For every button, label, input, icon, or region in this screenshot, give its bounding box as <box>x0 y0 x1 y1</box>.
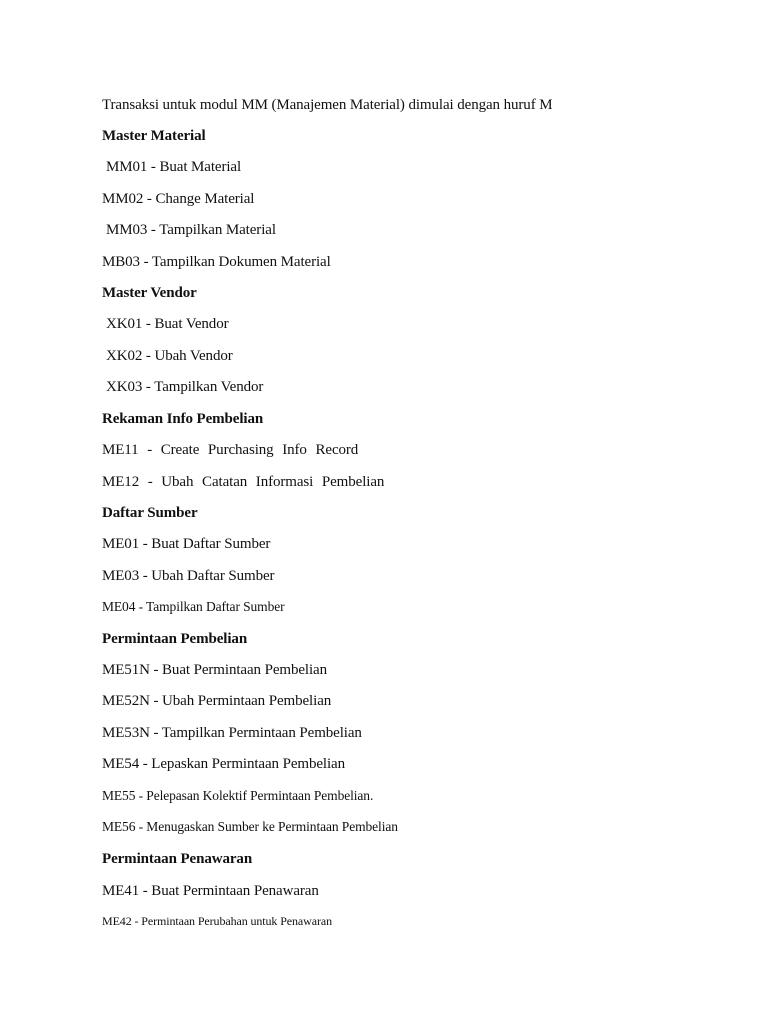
list-item: ME03 - Ubah Daftar Sumber <box>102 568 275 584</box>
list-item: ME56 - Menugaskan Sumber ke Permintaan Pembelian <box>102 819 398 834</box>
list-item: ME52N - Ubah Permintaan Pembelian <box>102 693 332 709</box>
list-item: XK02 - Ubah Vendor <box>106 348 233 364</box>
intro-text: Transaksi untuk modul MM (Manajemen Material) dimulai dengan huruf M <box>102 97 553 113</box>
section-heading-master-vendor: Master Vendor <box>102 285 197 301</box>
list-item: XK01 - Buat Vendor <box>106 316 229 332</box>
list-item: ME54 - Lepaskan Permintaan Pembelian <box>102 756 345 772</box>
list-item: ME04 - Tampilkan Daftar Sumber <box>102 599 285 614</box>
list-item: XK03 - Tampilkan Vendor <box>106 379 264 395</box>
list-item: ME11 - Create Purchasing Info Record <box>102 442 359 458</box>
list-item: ME01 - Buat Daftar Sumber <box>102 536 271 552</box>
list-item: ME12 - Ubah Catatan Informasi Pembelian <box>102 474 385 490</box>
list-item: MM03 - Tampilkan Material <box>106 222 276 238</box>
section-heading-rekaman-info-pembelian: Rekaman Info Pembelian <box>102 411 264 427</box>
list-item: ME53N - Tampilkan Permintaan Pembelian <box>102 725 362 741</box>
section-heading-permintaan-penawaran: Permintaan Penawaran <box>102 851 253 867</box>
list-item: MB03 - Tampilkan Dokumen Material <box>102 254 331 270</box>
list-item: MM01 - Buat Material <box>106 159 242 175</box>
list-item: ME42 - Permintaan Perubahan untuk Penawaran <box>102 914 332 928</box>
list-item: MM02 - Change Material <box>102 191 255 207</box>
section-heading-master-material: Master Material <box>102 128 206 144</box>
list-item: ME41 - Buat Permintaan Penawaran <box>102 883 319 899</box>
section-heading-permintaan-pembelian: Permintaan Pembelian <box>102 631 248 647</box>
list-item: ME55 - Pelepasan Kolektif Permintaan Pembelian. <box>102 788 374 803</box>
section-heading-daftar-sumber: Daftar Sumber <box>102 505 198 521</box>
list-item: ME51N - Buat Permintaan Pembelian <box>102 662 327 678</box>
